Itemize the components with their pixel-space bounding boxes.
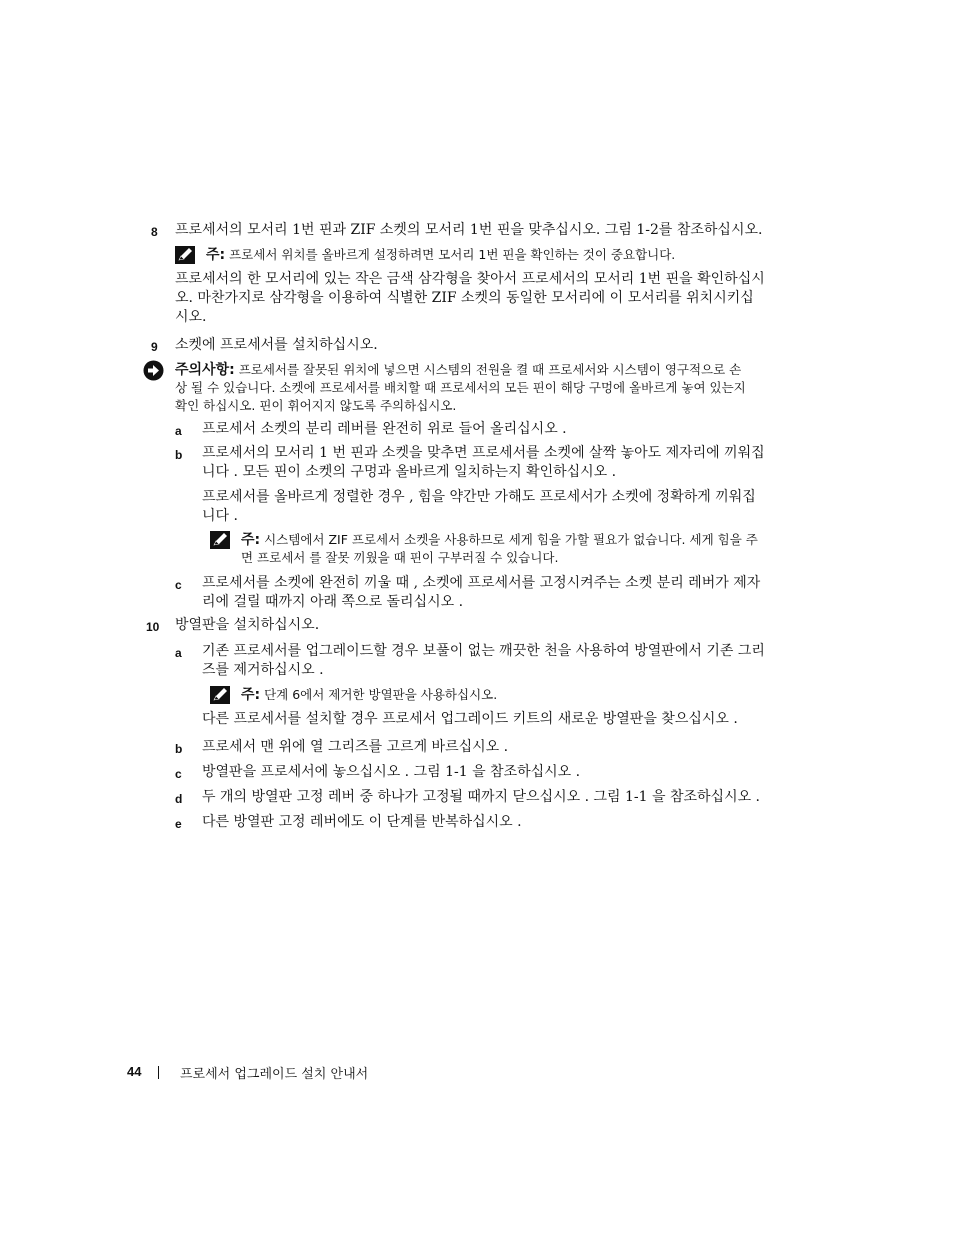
notice-line: 확인 하십시오. 핀이 휘어지지 않도록 주의하십시오. [175, 398, 457, 413]
paragraph-line: 프로세서를 올바르게 정렬한 경우 , 힘을 약간만 가해도 프로세서가 소켓에 정확하게 끼워집 [202, 489, 756, 505]
paragraph-line: 니다 . [202, 508, 238, 524]
paragraph-line: 프로세서의 한 모서리에 있는 작은 금색 삼각형을 찾아서 프로세서의 모서리 1번 핀을 확인하십시 [175, 271, 765, 287]
substep-letter: b [175, 448, 183, 462]
substep-letter: c [175, 767, 182, 781]
pencil-note-icon [210, 531, 230, 549]
substep-text: 다른 방열판 고정 레버에도 이 단계를 반복하십시오 . [202, 814, 522, 830]
footer-title: 프로세서 업그레이드 설치 안내서 [180, 1067, 369, 1082]
notice-label: 주의사항: [175, 362, 235, 378]
substep-letter: b [175, 742, 183, 756]
substep-text: 프로세서 맨 위에 열 그리즈를 고르게 바르십시오 . [202, 739, 509, 755]
pencil-note-icon [175, 246, 195, 264]
substep-text: 프로세서의 모서리 1 번 핀과 소켓을 맞추면 프로세서를 소켓에 살짝 놓아도 제자리에 끼워집 [202, 445, 765, 461]
notice [175, 361, 741, 379]
substep-text: 기존 프로세서를 업그레이드할 경우 보풀이 없는 깨끗한 천을 사용하여 방열판에서 기존 그리 [202, 643, 765, 659]
page-number: 44 [127, 1064, 142, 1079]
note-text: 면 프로세서 를 잘못 끼웠을 때 핀이 구부러질 수 있습니다. [241, 550, 559, 565]
note-text: 단계 6에서 제거한 방열판을 사용하십시오. [264, 687, 498, 702]
footer-divider [158, 1066, 159, 1079]
notice-line: 프로세서를 잘못된 위치에 넣으면 시스템의 전원을 켤 때 프로세서와 시스템이 영구적으로 손 [238, 362, 742, 377]
arrow-notice-icon [143, 360, 164, 381]
note [241, 531, 758, 549]
note-text: 프로세서 위치를 올바르게 설정하려면 모서리 1번 핀을 확인하는 것이 중요합니다. [229, 247, 676, 262]
paragraph-line: 시오. [175, 309, 207, 325]
notice-line: 상 될 수 있습니다. 소켓에 프로세서를 배치할 때 프로세서의 모든 핀이 해당 구멍에 올바르게 놓여 있는지 [175, 380, 746, 395]
note [241, 686, 497, 704]
step-number: 9 [151, 340, 158, 354]
substep-text: 프로세서 소켓의 분리 레버를 완전히 위로 들어 올리십시오 . [202, 421, 567, 437]
note-label: 주: [206, 247, 226, 263]
paragraph-line: 다른 프로세서를 설치할 경우 프로세서 업그레이드 키트의 새로운 방열판을 찾으십시오 . [202, 711, 738, 727]
substep-text: 두 개의 방열판 고정 레버 중 하나가 고정될 때까지 닫으십시오 . 그림 1-1 을 참조하십시오 . [202, 789, 761, 805]
note [206, 246, 675, 264]
step-number: 10 [146, 620, 160, 634]
substep-letter: e [175, 817, 182, 831]
substep-letter: c [175, 578, 182, 592]
substep-letter: a [175, 424, 182, 438]
paragraph-line: 오. 마찬가지로 삼각형을 이용하여 식별한 ZIF 소켓의 동일한 모서리에 이 모서리를 위치시키십 [175, 290, 754, 306]
step-text: 프로세서의 모서리 1번 핀과 ZIF 소켓의 모서리 1번 핀을 맞추십시오. 그림 1-2를 참조하십시오. [175, 222, 763, 238]
substep-text: 프로세서를 소켓에 완전히 끼울 때 , 소켓에 프로세서를 고정시켜주는 소켓 분리 레버가 제자 [202, 575, 761, 591]
step-number: 8 [151, 225, 158, 239]
substep-text: 즈를 제거하십시오 . [202, 662, 324, 678]
note-label: 주: [241, 687, 261, 703]
substep-letter: a [175, 646, 182, 660]
substep-text: 방열판을 프로세서에 놓으십시오 . 그림 1-1 을 참조하십시오 . [202, 764, 581, 780]
pencil-note-icon [210, 686, 230, 704]
substep-text: 리에 걸릴 때까지 아래 쪽으로 돌리십시오 . [202, 594, 464, 610]
substep-text: 니다 . 모든 핀이 소켓의 구멍과 올바르게 일치하는지 확인하십시오 . [202, 464, 617, 480]
step-text: 방열판을 설치하십시오. [175, 617, 320, 633]
note-text: 시스템에서 ZIF 프로세서 소켓을 사용하므로 세게 힘을 가할 필요가 없습니다. 세게 힘을 주 [264, 532, 758, 547]
substep-letter: d [175, 792, 183, 806]
note-label: 주: [241, 532, 261, 548]
step-text: 소켓에 프로세서를 설치하십시오. [175, 337, 378, 353]
